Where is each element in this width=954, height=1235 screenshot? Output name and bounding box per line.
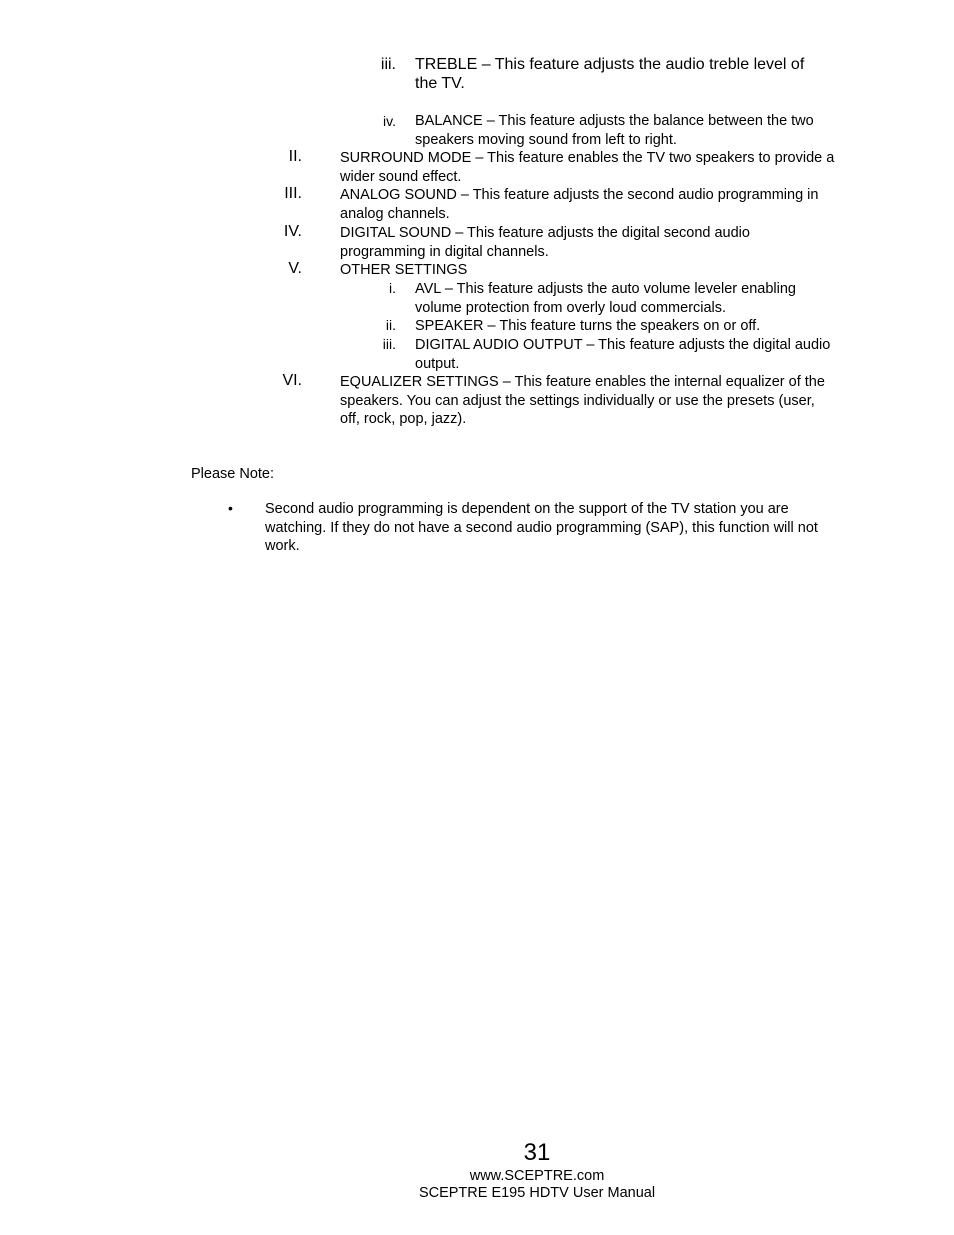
bullet-icon: •	[228, 500, 233, 516]
sub-item-number: i.	[389, 280, 396, 296]
footer-manual-title: SCEPTRE E195 HDTV User Manual	[418, 1185, 656, 1201]
main-item-number: IV.	[283, 223, 302, 240]
footer-url: www.SCEPTRE.com	[469, 1168, 605, 1184]
main-item-text: DIGITAL SOUND – This feature adjusts the digital second audio programming in digital channels.	[340, 225, 750, 260]
sub-item-text: TREBLE – This feature adjusts the audio treble level of the TV.	[415, 56, 805, 92]
main-item-number: V.	[288, 260, 302, 277]
sub-item-text: AVL – This feature adjusts the auto volume leveler enabling volume protection from overly loud commercials.	[415, 281, 796, 316]
sub-item-number: ii.	[385, 317, 396, 333]
sub-item-number: iv.	[383, 113, 396, 129]
main-item-text: SURROUND MODE – This feature enables the TV two speakers to provide a wider sound effect.	[340, 150, 835, 185]
note-heading: Please Note:	[191, 466, 275, 482]
sub-item-number: iii.	[380, 56, 396, 73]
sub-item-text: DIGITAL AUDIO OUTPUT – This feature adjusts the digital audio output.	[415, 337, 831, 372]
sub-item-number: iii.	[382, 336, 396, 352]
page-number: 31	[523, 1139, 551, 1166]
note-bullet-text: Second audio programming is dependent on the support of the TV station you are watching. If they do not have a second audio programming (SAP), this function will not work.	[265, 501, 818, 555]
sub-item-text: BALANCE – This feature adjusts the balance between the two speakers moving sound from left to right.	[415, 113, 814, 148]
main-item-text: EQUALIZER SETTINGS – This feature enables the internal equalizer of the speakers. You can adjust the settings individually or use the presets (user, off, rock, pop, jazz).	[340, 374, 825, 428]
main-item-number: VI.	[282, 372, 302, 389]
main-item-text: ANALOG SOUND – This feature adjusts the second audio programming in analog channels.	[340, 187, 819, 222]
main-item-number: II.	[288, 148, 302, 165]
sub-item-text: SPEAKER – This feature turns the speakers on or off.	[415, 318, 761, 334]
main-item-text: OTHER SETTINGS	[340, 262, 468, 278]
main-item-number: III.	[284, 185, 302, 202]
